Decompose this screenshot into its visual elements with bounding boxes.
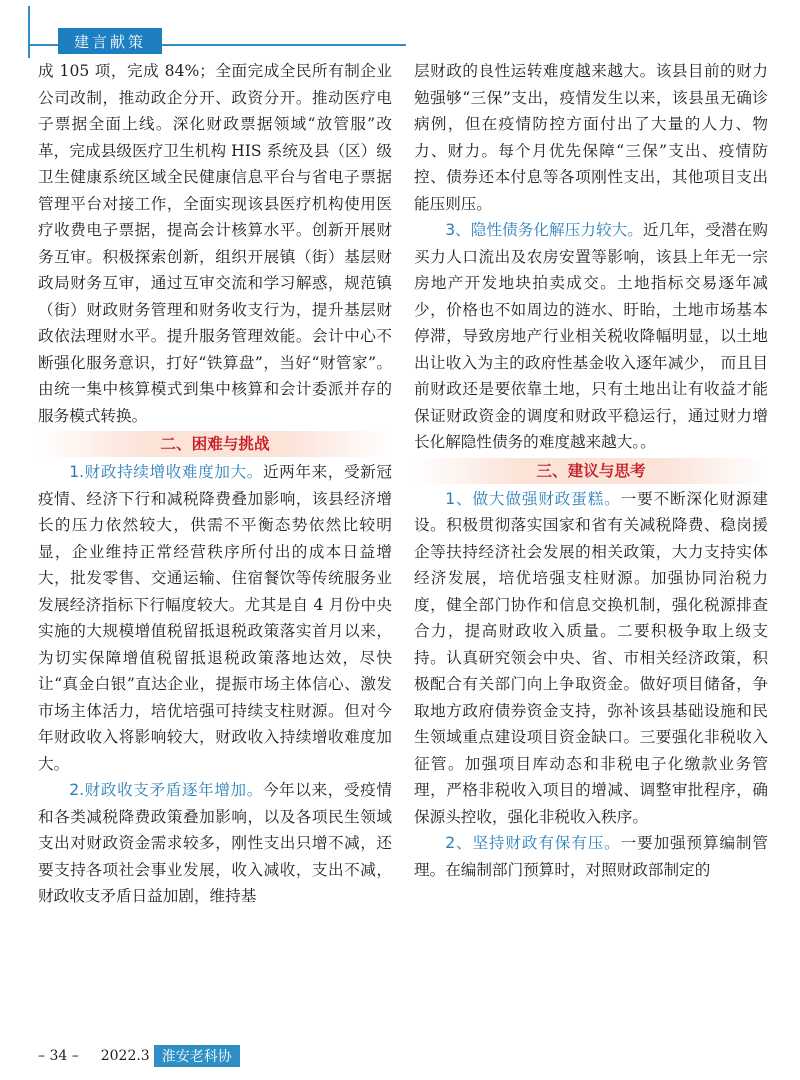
- left-column: [38, 58, 392, 910]
- subsection-title: 2.财政收支矛盾逐年增加。: [69, 781, 263, 799]
- paragraph: [414, 830, 768, 883]
- page-footer: [38, 1044, 240, 1068]
- subsection-title: 2、坚持财政有保有压。: [445, 834, 621, 852]
- paragraph: [414, 217, 768, 456]
- paragraph: [414, 486, 768, 831]
- issue-number: 2022.3: [100, 1048, 150, 1064]
- paragraph-body: 今年以来，受疫情和各类减税降费政策叠加影响，以及各项民生领域支出对财政资金需求较多，刚性支出只增不减，还要支持各项社会事业发展，收入减收，支出不减，财政收支矛盾日益加剧，维持基: [38, 781, 392, 905]
- section-heading: 三、建议与思考: [414, 458, 768, 484]
- header-rule-vertical: [28, 6, 30, 58]
- section-tag: 建言献策: [58, 28, 162, 54]
- magazine-name: 淮安老科协: [154, 1045, 240, 1067]
- paragraph: [38, 459, 392, 777]
- right-column: [414, 58, 768, 883]
- subsection-title: 1.财政持续增收难度加大。: [69, 463, 263, 481]
- page-number: – 34 –: [38, 1048, 79, 1064]
- subsection-title: 3、隐性债务化解压力较大。: [445, 221, 643, 239]
- paragraph: 成 105 项，完成 84%；全面完成全民所有制企业公司改制，推动政企分开、政资分开。推动医疗电子票据全面上线。深化财政票据领域“放管服”改革，完成县级医疗卫生机构 HIS 系统及县（区）级卫生健康系统区域全民健康信息平台与省电子票据管理平台对接工作，全面实现该县医疗机构使用医疗收费电子票据，提高会计核算水平。创新开展财务互审。积极探索创新，组织开展镇（街）基层财政局财务互审，通过互审交流和学习解惑，规范镇（街）财政财务管理和财务收支行为，提升基层财政依法理财水平。提升服务管理效能。会计中心不断强化服务意识，打好“铁算盘”，当好“财管家”。由统一集中核算模式到集中核算和会计委派并存的服务模式转换。: [38, 62, 392, 425]
- paragraph-body: 一要不断深化财源建设。积极贯彻落实国家和省有关减税降费、稳岗援企等扶持经济社会发展的相关政策，大力支持实体经济发展，培优培强支柱财源。加强协同治税力度，健全部门协作和信息交换机制，强化税源排查合力，提高财政收入质量。二要积极争取上级支持。认真研究领会中央、省、市相关经济政策，积极配合有关部门向上争取资金。做好项目储备，争取地方政府债券资金支持，弥补该县基础设施和民生领域重点建设项目资金缺口。三要强化非税收入征管。加强项目库动态和非税电子化缴款业务管理，严格非税收入项目的增减、调整审批程序，确保源头控收，强化非税收入秩序。: [414, 489, 768, 826]
- paragraph: 层财政的良性运转难度越来越大。该县目前的财力勉强够“三保”支出，疫情发生以来，该县虽无确诊病例，但在疫情防控方面付出了大量的人力、物力、财力。每个月优先保障“三保”支出、疫情防控、债券还本付息等各项刚性支出，其他项目支出能压则压。: [414, 62, 768, 213]
- paragraph-body: 近几年，受潜在购买力人口流出及农房安置等影响，该县上年无一宗房地产开发地块拍卖成交。土地指标交易逐年减少，价格也不如周边的涟水、盱眙，土地市场基本停滞，导致房地产行业相关税收降幅明显，以土地出让收入为主的政府性基金收入逐年减少， 而且目前财政还是要依靠土地，只有土地出让有收益才能保证财政资金的调度和财政平稳运行，通过财力增长化解隐性债务的难度越来越大。。: [414, 221, 768, 451]
- paragraph-body: 近两年来，受新冠疫情、经济下行和减税降费叠加影响，该县经济增长的压力依然较大，供需不平衡态势依然比较明显，企业维持正常经营秩序所付出的成本日益增大，批发零售、交通运输、住宿餐饮等传统服务业发展经济指标下行幅度较大。尤其是自 4 月份中央实施的大规模增值税留抵退税政策落实首月以来，为切实保障增值税留抵退税政策落地达效，尽快让“真金白银”直达企业，提振市场主体信心、激发市场主体活力，培优培强可持续支柱财源。但对今年财政收入将影响较大，财政收入持续增收难度加大。: [38, 463, 392, 773]
- section-heading: 二、困难与挑战: [38, 431, 392, 457]
- subsection-title: 1、做大做强财政蛋糕。: [445, 489, 621, 508]
- paragraph: [38, 777, 392, 910]
- paragraph-body: 一要加强预算编制管理。在编制部门预算时，对照财政部制定的: [414, 834, 768, 879]
